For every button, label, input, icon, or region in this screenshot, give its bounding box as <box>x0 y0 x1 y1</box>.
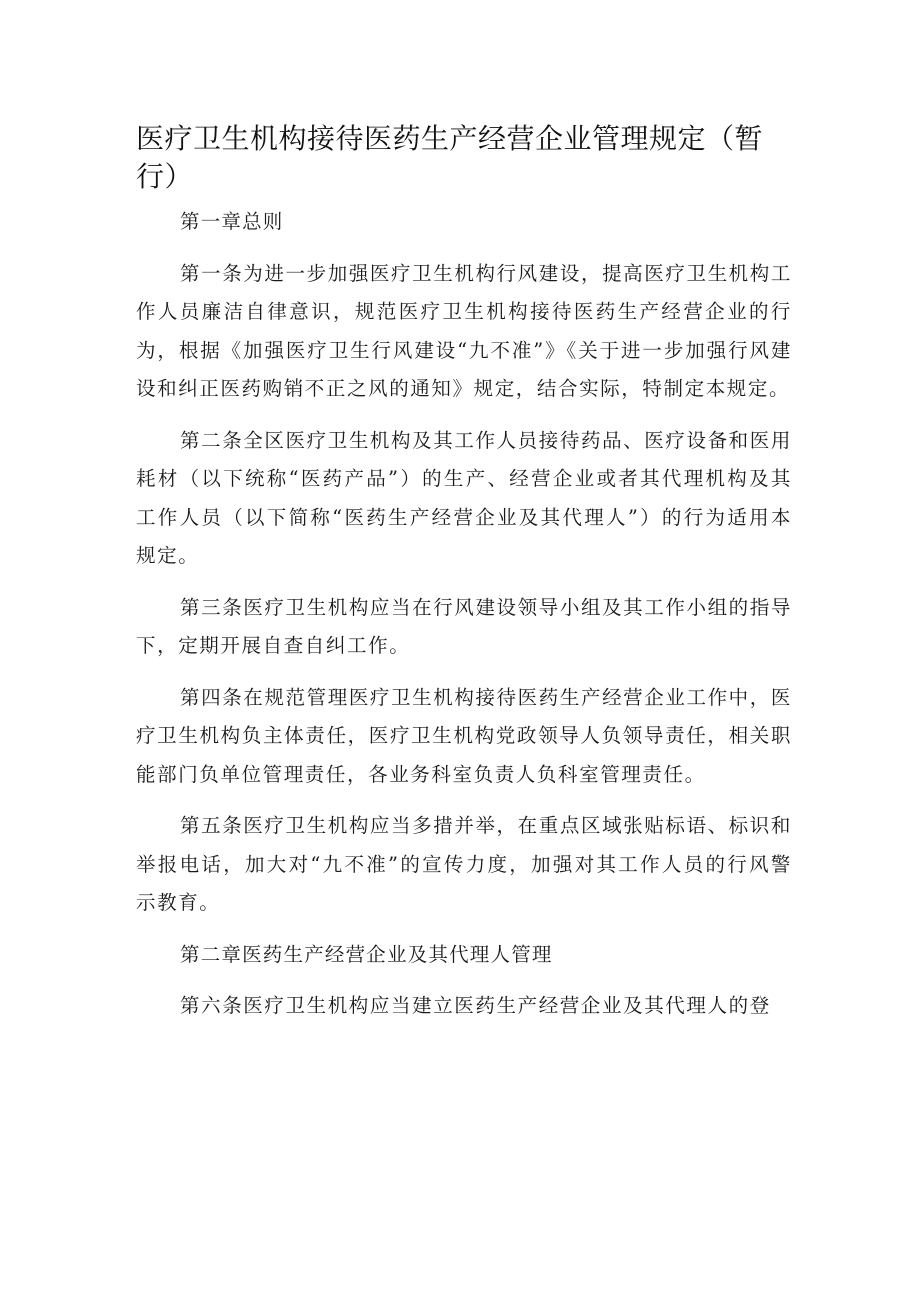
article-3-paragraph: 第三条医疗卫生机构应当在行风建设领导小组及其工作小组的指导下，定期开展自查自纠工作。 <box>136 595 792 657</box>
document-title: 医疗卫生机构接待医药生产经营企业管理规定（暂行） <box>136 122 764 193</box>
article-5-paragraph: 第五条医疗卫生机构应当多措并举，在重点区域张贴标语、标识和举报电话，加大对“九不准”的宣传力度，加强对其工作人员的行风警示教育。 <box>136 814 792 914</box>
article-4-paragraph: 第四条在规范管理医疗卫生机构接待医药生产经营企业工作中，医疗卫生机构负主体责任，医疗卫生机构党政领导人负领导责任，相关职能部门负单位管理责任，各业务科室负责人负科室管理责任。 <box>136 685 792 786</box>
article-1-paragraph: 第一条为进一步加强医疗卫生机构行风建设，提高医疗卫生机构工作人员廉洁自律意识，规范医疗卫生机构接待医药生产经营企业的行为，根据《加强医疗卫生行风建设“九不准”》《关于进一步加强行风建设和纠正医药购销不正之风的通知》规定，结合实际，特制定本规定。 <box>136 261 792 400</box>
chapter-heading-1: 第一章总则 <box>180 210 284 233</box>
chapter-heading-2: 第二章医药生产经营企业及其代理人管理 <box>180 942 553 966</box>
article-2-paragraph: 第二条全区医疗卫生机构及其工作人员接待药品、医疗设备和医用耗材（以下统称“医药产品”）的生产、经营企业或者其代理机构及其工作人员（以下简称“医药生产经营企业及其代理人”）的行为适用本规定。 <box>136 428 792 567</box>
document-body <box>136 203 792 1039</box>
article-6-paragraph: 第六条医疗卫生机构应当建立医药生产经营企业及其代理人的登 <box>180 994 771 1017</box>
